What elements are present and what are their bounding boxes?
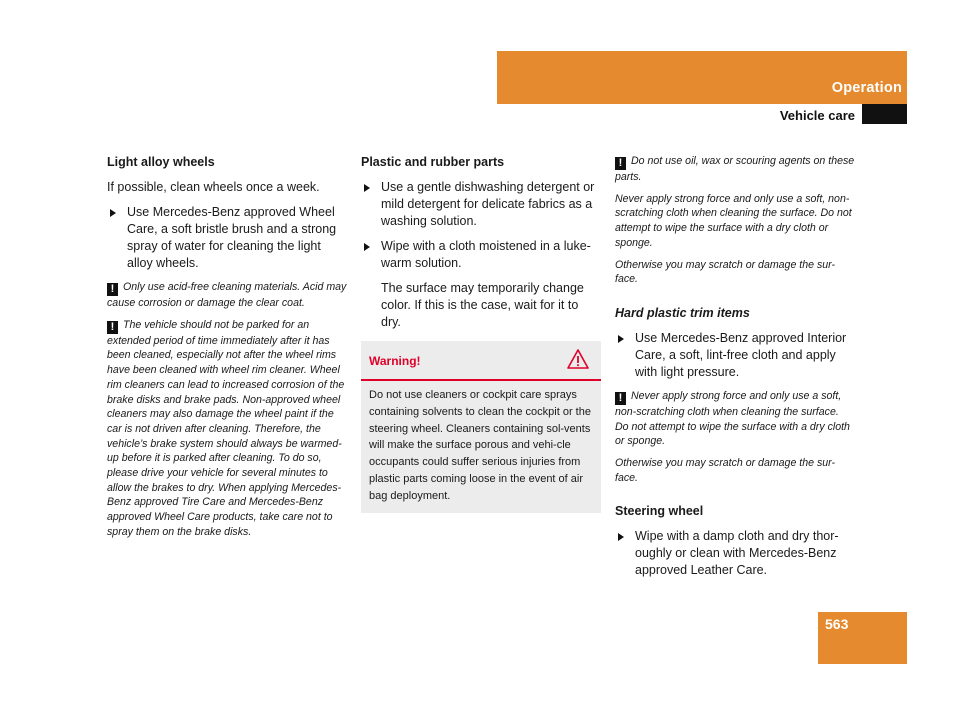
subsection-row xyxy=(497,104,907,124)
heading-hard-plastic-trim: Hard plastic trim items xyxy=(615,305,750,320)
heading-steering-wheel: Steering wheel xyxy=(615,504,704,519)
subsection-title: Vehicle care xyxy=(779,108,855,123)
column-right xyxy=(615,154,855,587)
warning-label: Warning! xyxy=(369,354,421,368)
caution-icon: ! xyxy=(615,157,626,170)
heading-plastic-rubber-parts: Plastic and rubber parts xyxy=(361,155,505,169)
section-tab-marker xyxy=(862,104,907,124)
header-bar xyxy=(497,51,907,104)
warning-text: Do not use cleaners or cockpit care sprays containing solvents to clean the cockpit or the steering wheel. Cleaners containing sol-vents will make the surface porous and vehi-cle occupants could suffer serious injuries from plastic parts coming loose in the event of air bag deployment. xyxy=(369,389,591,502)
warning-header xyxy=(361,341,601,381)
heading-light-alloy-wheels: Light alloy wheels xyxy=(107,155,215,169)
caution-note-text: Otherwise you may scratch or damage the sur-face. xyxy=(615,457,836,484)
caution-icon: ! xyxy=(107,321,118,334)
caution-note: ! Never apply strong force and only use a soft, non-scratching cloth when cleaning the surface. Do not attempt to wipe the surface with a dry cloth or sponge. xyxy=(615,389,850,448)
instruction-bullet: Wipe with a damp cloth and dry thor-oughly or clean with Mercedes-Benz approved Leather Care. xyxy=(615,528,855,579)
caution-note-text: Otherwise you may scratch or damage the sur-face. xyxy=(615,258,836,286)
caution-icon: ! xyxy=(107,283,118,296)
column-left xyxy=(107,154,347,547)
caution-note: ! The vehicle should not be parked for an extended period of time immediately after it has been cleaned, especially not after the wheel rims have been cleaned with wheel rim cleaner. Wheel rim cleaners can lead to increased corrosion of the brake disks and brake pads. Non-approved wheel cleaners may also damage the wheel paint if the car is not driven after cleaning. Therefore, the vehicle’s brake system should always be warmed-up before it is parked after cleaning. To do so, please drive your vehicle for several minutes to allow the brakes to dry. When applying Mercedes-Benz approved Tire Care and Mercedes-Benz approved Wheel Care products, take care not to spray them on the brake disks. xyxy=(107,318,345,538)
caution-icon: ! xyxy=(615,392,626,405)
column-middle xyxy=(361,154,601,513)
result-text: The surface may temporarily change color. If this is the case, wait for it to dry. xyxy=(381,281,584,329)
instruction-bullet: Use Mercedes-Benz approved Wheel Care, a soft bristle brush and a strong spray of water for cleaning the light alloy wheels. xyxy=(107,204,347,272)
intro-text: If possible, clean wheels once a week. xyxy=(107,180,320,194)
caution-note: ! Do not use oil, wax or scouring agents on these parts. xyxy=(615,155,855,183)
caution-note-text: Never apply strong force and only use a soft, non-scratching cloth when cleaning the surface. Do not attempt to wipe the surface with a dry cloth or sponge. xyxy=(615,192,852,249)
instruction-bullet: Use Mercedes-Benz approved Interior Care, a soft, lint-free cloth and apply with light pressure. xyxy=(615,330,855,381)
page-number-box xyxy=(818,612,907,664)
section-title: Operation xyxy=(831,80,902,96)
instruction-bullet: Wipe with a cloth moistened in a luke-warm solution. xyxy=(361,238,601,272)
page-number: 563 xyxy=(825,616,849,632)
warning-box xyxy=(361,341,601,513)
warning-triangle-icon xyxy=(567,349,589,369)
caution-note: ! Only use acid-free cleaning materials. Acid may cause corrosion or damage the clear coat. xyxy=(107,281,347,309)
instruction-bullet: Use a gentle dishwashing detergent or mild detergent for delicate fabrics as a washing solution. xyxy=(361,179,601,230)
